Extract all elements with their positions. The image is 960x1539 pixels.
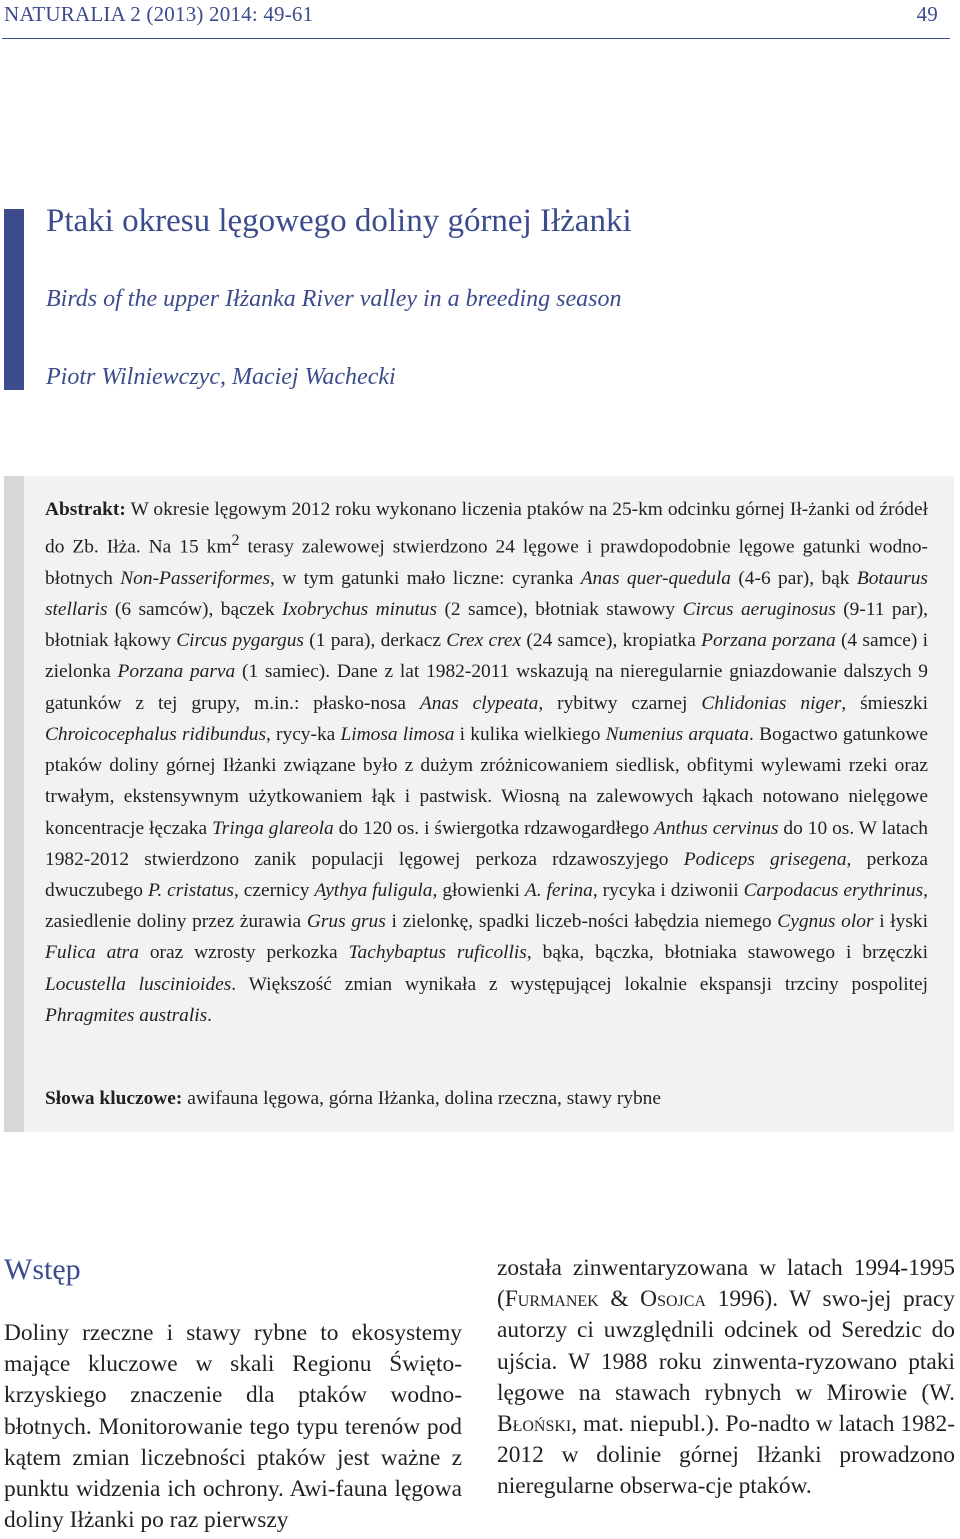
intro-text: 1996). W swo-jej pracy autorzy ci uwzględnili odcinek od Seredzic do ujścia. W 1988 roku zinwenta-ryzowano ptaki lęgowe na stawach rybnych w Mirowie (W. — [497, 1286, 956, 1406]
title-accent-bar — [4, 209, 24, 390]
species-name: Cygnus olor — [777, 911, 874, 933]
abstract-segment: i zielonkę, spadki liczeb-ności łabędzia niemego — [385, 911, 778, 933]
abstract-segment: , w tym gatunki mało liczne: cyranka — [270, 567, 581, 589]
species-name: Anas clypeata — [419, 692, 539, 714]
abstract-text — [45, 494, 928, 1031]
page-number: 49 — [916, 2, 938, 26]
species-name: Porzana parva — [117, 661, 236, 683]
abstract-segment: . — [207, 1004, 213, 1026]
species-name: Limosa limosa — [340, 723, 455, 745]
species-name: Locustella luscinioides — [45, 973, 232, 995]
intro-column-left: Doliny rzeczne i stawy rybne to ekosystemy mające kluczowe w skali Regionu Święto-krzyskiego znaczenie dla ptaków wodno-błotnych. Monitorowanie tego typu terenów pod kątem zmian liczebności ptaków jest ważne z punktu widzenia ich ochrony. Awi-fauna lęgowa doliny Iłżanki po raz pierwszy — [4, 1320, 462, 1534]
running-head — [4, 2, 950, 28]
article-authors: Piotr Wilniewczyc, Maciej Wachecki — [46, 364, 396, 390]
species-name: P. cristatus — [147, 879, 234, 901]
species-name: Porzana porzana — [701, 630, 836, 652]
abstract-segment: . Bogactwo gatunkowe ptaków doliny górnej Iłżanki związane było z dużym zróżnicowaniem siedlisk, obfitymi wylewami rzeki oraz trwałym, ekstensywnym użytkowaniem łąk i pastwisk. Wiosną na zalewowych łąkach notowano nielęgowe koncentracje łęczaka — [45, 723, 928, 839]
abstract-label: Abstrakt: — [45, 499, 126, 520]
header-rule — [2, 38, 950, 39]
abstract-segment: i łyski — [873, 911, 929, 933]
abstract-segment: do 10 os. W latach 1982-2012 stwierdzono zanik populacji lęgowej perkoza rdzawoszyjego — [45, 817, 928, 870]
abstract-segment: , rycy-ka — [266, 723, 341, 745]
species-name: A. ferina — [524, 879, 593, 901]
abstract-segment: oraz wzrosty perkozka — [138, 942, 349, 964]
abstract-segment: (9-11 par), błotniak łąkowy — [45, 599, 928, 652]
abstract-segment: , rycyka i dziwonii — [592, 879, 744, 901]
keywords — [45, 1083, 928, 1114]
abstract-segment: , głowienki — [432, 879, 525, 901]
species-name: Chroicocephalus ridibundus — [45, 723, 266, 745]
abstract-segment: i kulika wielkiego — [454, 723, 606, 745]
species-name: Chlidonias niger — [701, 692, 842, 714]
abstract-segment: (24 samce), kropiatka — [521, 630, 702, 652]
article-title: Ptaki okresu lęgowego doliny górnej Iłżanki — [46, 203, 632, 239]
abstract-segment: . Większość zmian wynikała z występującej lokalnie ekspansji trzciny pospolitej — [231, 973, 928, 995]
abstract-segment: (1 para), derkacz — [303, 630, 447, 652]
species-name: Numenius arquata — [605, 723, 750, 745]
citation-author: Furmanek & Osojca — [504, 1286, 706, 1313]
superscript: 2 — [231, 532, 240, 550]
abstract-segment: , zasiedlenie doliny przez żurawia — [45, 879, 928, 933]
species-name: Tringa glareola — [212, 817, 334, 839]
abstract-segment: , czernicy — [233, 879, 315, 901]
species-name: Non-Passeriformes — [120, 567, 270, 589]
abstract-segment: terasy zalewowej stwierdzono 24 lęgowe i prawdopodobnie lęgowe gatunki wodno-błotnych — [45, 536, 929, 589]
species-name: Ixobrychus minutus — [282, 599, 438, 621]
citation-author: Błoński — [497, 1411, 572, 1438]
species-name: Circus aeruginosus — [682, 599, 836, 621]
species-name: Fulica atra — [45, 942, 139, 964]
species-name: Podiceps grisegena — [683, 848, 847, 870]
intro-text: , mat. niepubl.). Po-nadto w latach 1982-2012 w dolinie górnej Iłżanki prowadzono nieregularne obserwa-cje ptaków. — [497, 1411, 955, 1500]
species-name: Aythya fuligula — [314, 879, 433, 901]
abstract-segment: (6 samców), bączek — [107, 599, 283, 621]
abstract-box — [4, 476, 954, 1132]
article-subtitle: Birds of the upper Iłżanka River valley in a breeding season — [46, 286, 622, 312]
species-name: Carpodacus erythrinus — [743, 879, 924, 901]
species-name: Anas quer-quedula — [580, 567, 731, 589]
abstract-segment: (1 samiec). Dane z lat 1982-2011 wskazują na nieregularnie gniazdowanie dalszych 9 gatunków z tej grupy, m.in.: płasko-nosa — [45, 661, 928, 714]
abstract-segment: , perkoza dwuczubego — [45, 848, 929, 901]
abstract-segment: , bąka, bączka, błotniaka stawowego i brzęczki — [526, 942, 928, 964]
species-name: Botaurus stellaris — [45, 567, 928, 621]
keywords-label: Słowa kluczowe: — [45, 1088, 183, 1109]
species-name: Tachybaptus ruficollis — [348, 942, 527, 964]
section-heading-intro: Wstęp — [4, 1253, 81, 1286]
species-name: Grus grus — [306, 911, 386, 933]
intro-text: została zinwentaryzowana w latach 1994-1995 ( — [497, 1255, 955, 1313]
abstract-segment: , śmieszki — [841, 692, 928, 714]
abstract-segment: do 120 os. i świergotka rdzawogardłego — [333, 817, 654, 839]
abstract-segment: W okresie lęgowym 2012 roku wykonano liczenia ptaków na 25-km odcinku górnej Ił-żanki od źródeł do Zb. Iłża. Na 15 km — [45, 499, 928, 558]
abstract-segment: (4-6 par), bąk — [730, 567, 857, 589]
keywords-text: awifauna lęgowa, górna Iłżanka, dolina rzeczna, stawy rybne — [182, 1088, 661, 1109]
species-name: Circus pygargus — [176, 630, 304, 652]
intro-column-right — [497, 1253, 955, 1503]
abstract-segment: (2 samce), błotniak stawowy — [437, 599, 683, 621]
species-name: Anthus cervinus — [653, 817, 779, 839]
species-name: Phragmites australis — [45, 1004, 208, 1026]
journal-citation: NATURALIA 2 (2013) 2014: 49-61 — [4, 2, 314, 26]
abstract-segment: , rybitwy czarnej — [538, 692, 702, 714]
species-name: Crex crex — [446, 630, 522, 652]
abstract-segment: (4 samce) i zielonka — [45, 630, 928, 683]
